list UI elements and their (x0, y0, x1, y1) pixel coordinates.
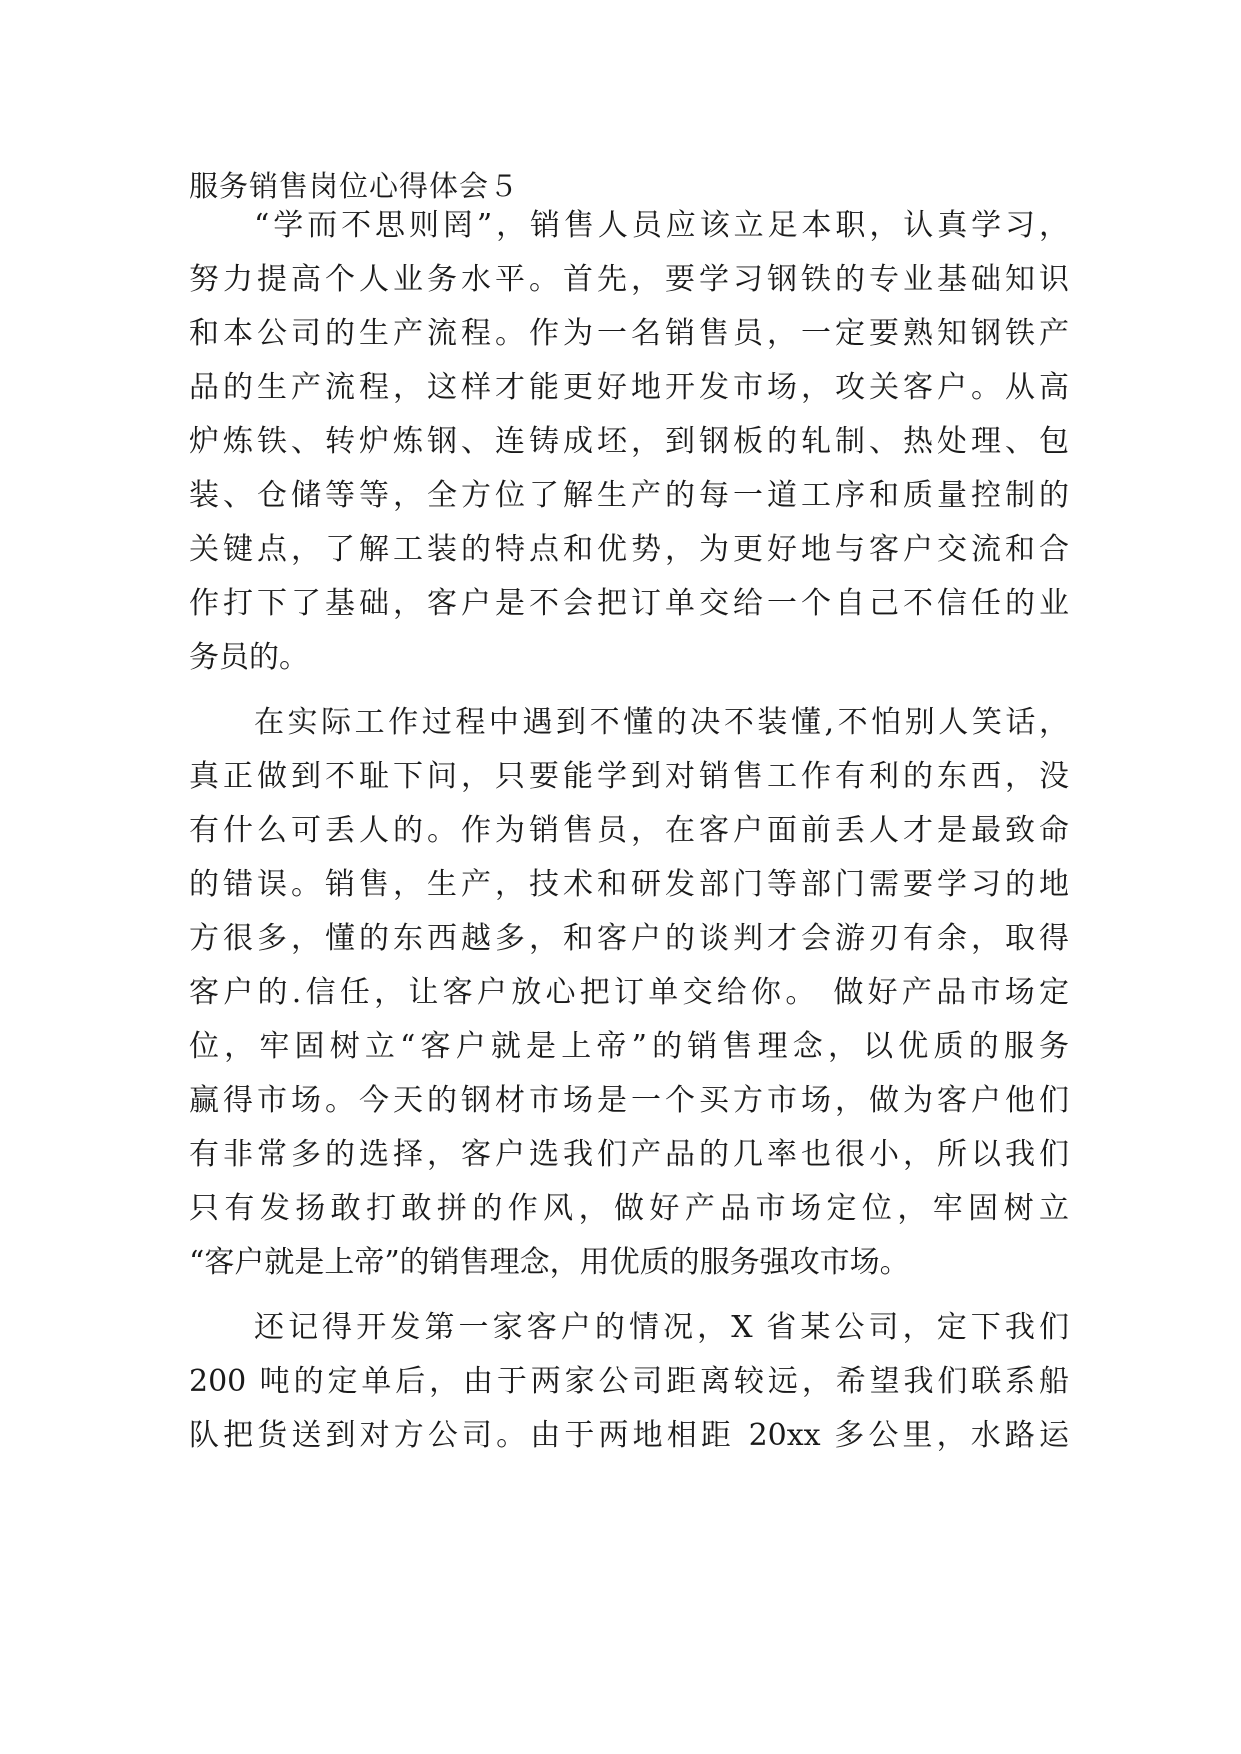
paragraph-2-line-6: 客户的.信任，让客户放心把订单交给你。 做好产品市场定 (189, 975, 1069, 1010)
paragraph-2-line-8: 赢得市场。今天的钢材市场是一个买方市场，做为客户他们 (189, 1083, 1069, 1118)
paragraph-1-line-6: 装、仓储等等，全方位了解生产的每一道工序和质量控制的 (189, 478, 1069, 513)
paragraph-2-line-11: “客户就是上帝”的销售理念，用优质的服务强攻市场。 (189, 1245, 910, 1280)
document-title: 服务销售岗位心得体会５ (189, 169, 520, 203)
paragraph-2-line-4: 的错误。销售，生产，技术和研发部门等部门需要学习的地 (189, 867, 1069, 902)
paragraph-1-line-5: 炉炼铁、转炉炼钢、连铸成坯，到钢板的轧制、热处理、包 (189, 424, 1069, 459)
paragraph-2-line-7: 位，牢固树立“客户就是上帝”的销售理念，以优质的服务 (189, 1029, 1069, 1064)
paragraph-1-line-9: 务员的。 (189, 640, 309, 675)
paragraph-2-line-10: 只有发扬敢打敢拼的作风，做好产品市场定位，牢固树立 (189, 1191, 1069, 1226)
paragraph-3-line-3: 队把货送到对方公司。由于两地相距 20xx 多公里，水路运 (189, 1418, 1069, 1453)
paragraph-2-line-1: 在实际工作过程中遇到不懂的决不装懂,不怕别人笑话， (254, 705, 1069, 740)
paragraph-3-line-1: 还记得开发第一家客户的情况，X 省某公司，定下我们 (254, 1310, 1069, 1345)
paragraph-2-line-9: 有非常多的选择，客户选我们产品的几率也很小，所以我们 (189, 1137, 1069, 1172)
paragraph-1-line-7: 关键点，了解工装的特点和优势，为更好地与客户交流和合 (189, 532, 1069, 567)
paragraph-2-line-2: 真正做到不耻下问，只要能学到对销售工作有利的东西，没 (189, 759, 1069, 794)
paragraph-1-line-3: 和本公司的生产流程。作为一名销售员，一定要熟知钢铁产 (189, 316, 1069, 351)
paragraph-1-line-1: “学而不思则罔”，销售人员应该立足本职，认真学习， (254, 208, 1069, 243)
paragraph-1-line-4: 品的生产流程，这样才能更好地开发市场，攻关客户。从高 (189, 370, 1069, 405)
paragraph-1-line-2: 努力提高个人业务水平。首先，要学习钢铁的专业基础知识 (189, 262, 1069, 297)
paragraph-2-line-3: 有什么可丢人的。作为销售员，在客户面前丢人才是最致命 (189, 813, 1069, 848)
paragraph-1-line-8: 作打下了基础，客户是不会把订单交给一个自己不信任的业 (189, 586, 1069, 621)
paragraph-3-line-2: 200 吨的定单后，由于两家公司距离较远，希望我们联系船 (189, 1364, 1069, 1399)
paragraph-2-line-5: 方很多，懂的东西越多，和客户的谈判才会游刃有余，取得 (189, 921, 1069, 956)
